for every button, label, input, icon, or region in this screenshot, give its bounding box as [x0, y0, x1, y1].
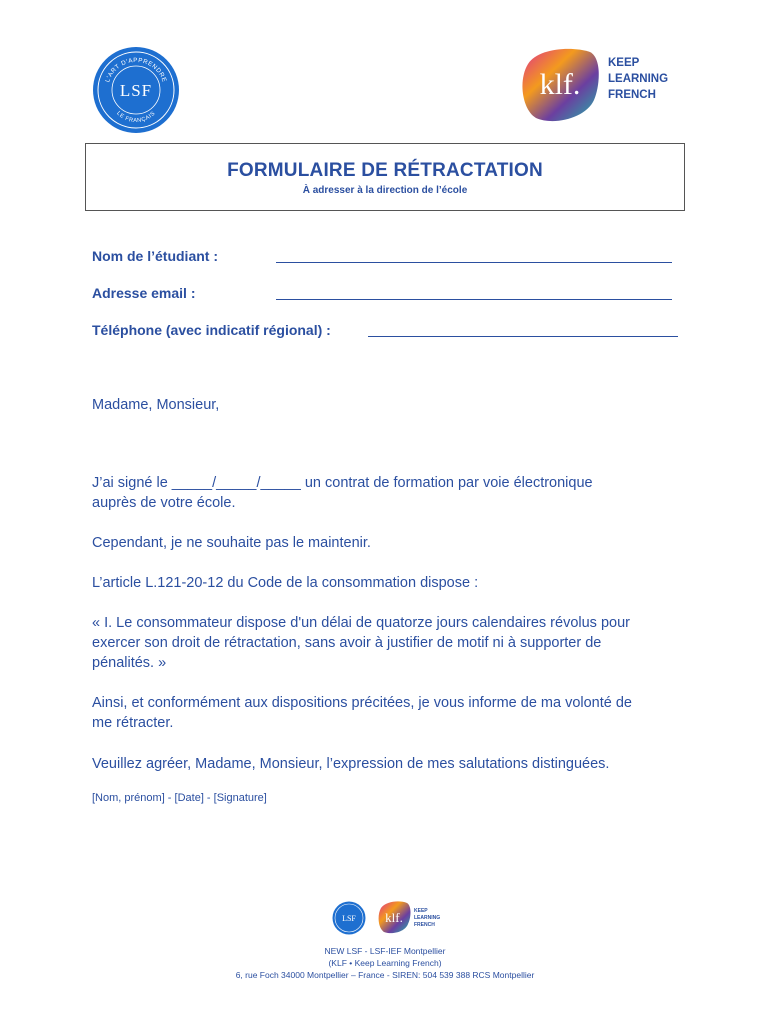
quote-paragraph — [92, 613, 682, 673]
quote-line-2: exercer son droit de rétractation, sans avoir à justifier de motif ni à supporter de — [92, 635, 602, 651]
footer-klf-keep: KEEP — [414, 908, 428, 914]
not-maintain-paragraph: Cependant, je ne souhaite pas le maintenir. — [92, 535, 371, 551]
lsf-logo — [92, 46, 180, 134]
footer-klf-mark: klf. — [385, 910, 403, 925]
lsf-ring-top-text: L'ART D'APPRENDRE — [104, 56, 168, 84]
footer-address: 6, rue Foch 34000 Montpellier – France - SIREN: 504 539 388 RCS Montpellier — [235, 970, 535, 980]
klf-text-learning: LEARNING — [608, 73, 669, 85]
footer-line-1: NEW LSF - LSF-IEF Montpellier — [324, 946, 446, 956]
quote-line-3: pénalités. » — [92, 655, 167, 671]
article-paragraph: L’article L.121-20-12 du Code de la consommation dispose : — [92, 575, 479, 591]
klf-logo-mark: klf. — [539, 68, 581, 101]
contract-date-paragraph — [92, 473, 682, 513]
retraction-paragraph — [92, 693, 682, 733]
footer-klf-french: FRENCH — [414, 922, 435, 928]
retraction-line-1: Ainsi, et conformément aux dispositions précitées, je vous informe de ma volonté de — [92, 695, 632, 711]
signature-line: [Nom, prénom] - [Date] - [Signature] — [92, 792, 267, 804]
retraction-line-2: me rétracter. — [92, 715, 174, 731]
student-name-field[interactable] — [276, 262, 672, 263]
klf-text-keep: KEEP — [608, 57, 640, 69]
closing-paragraph: Veuillez agréer, Madame, Monsieur, l’expression de mes salutations distinguées. — [92, 756, 610, 772]
footer-klf-learning: LEARNING — [414, 915, 441, 921]
student-name-label: Nom de l’étudiant : — [92, 248, 218, 264]
footer-klf-logo — [378, 900, 442, 936]
email-label: Adresse email : — [92, 285, 196, 301]
lsf-ring-bottom-text: LE FRANÇAIS — [115, 110, 157, 125]
lsf-logo-mark: LSF — [119, 81, 153, 100]
phone-field[interactable] — [368, 336, 678, 337]
footer-lsf-logo — [332, 901, 366, 935]
greeting: Madame, Monsieur, — [92, 397, 220, 413]
klf-text-french: FRENCH — [608, 89, 656, 101]
contract-date-line-2: auprès de votre école. — [92, 495, 236, 511]
quote-line-1: « I. Le consommateur dispose d'un délai de quatorze jours calendaires révolus pour — [92, 615, 630, 631]
contract-date-line-1: J’ai signé le _____/_____/_____ un contrat de formation par voie électronique — [92, 475, 593, 491]
title-box — [85, 143, 685, 211]
footer-line-2: (KLF • Keep Learning French) — [328, 958, 442, 968]
phone-label: Téléphone (avec indicatif régional) : — [92, 322, 331, 338]
footer-lsf-mark: LSF — [342, 914, 356, 923]
page-subtitle: À adresser à la direction de l’école — [302, 185, 468, 196]
klf-logo — [520, 46, 680, 126]
email-field[interactable] — [276, 299, 672, 300]
page-title: FORMULAIRE DE RÉTRACTATION — [227, 160, 543, 181]
